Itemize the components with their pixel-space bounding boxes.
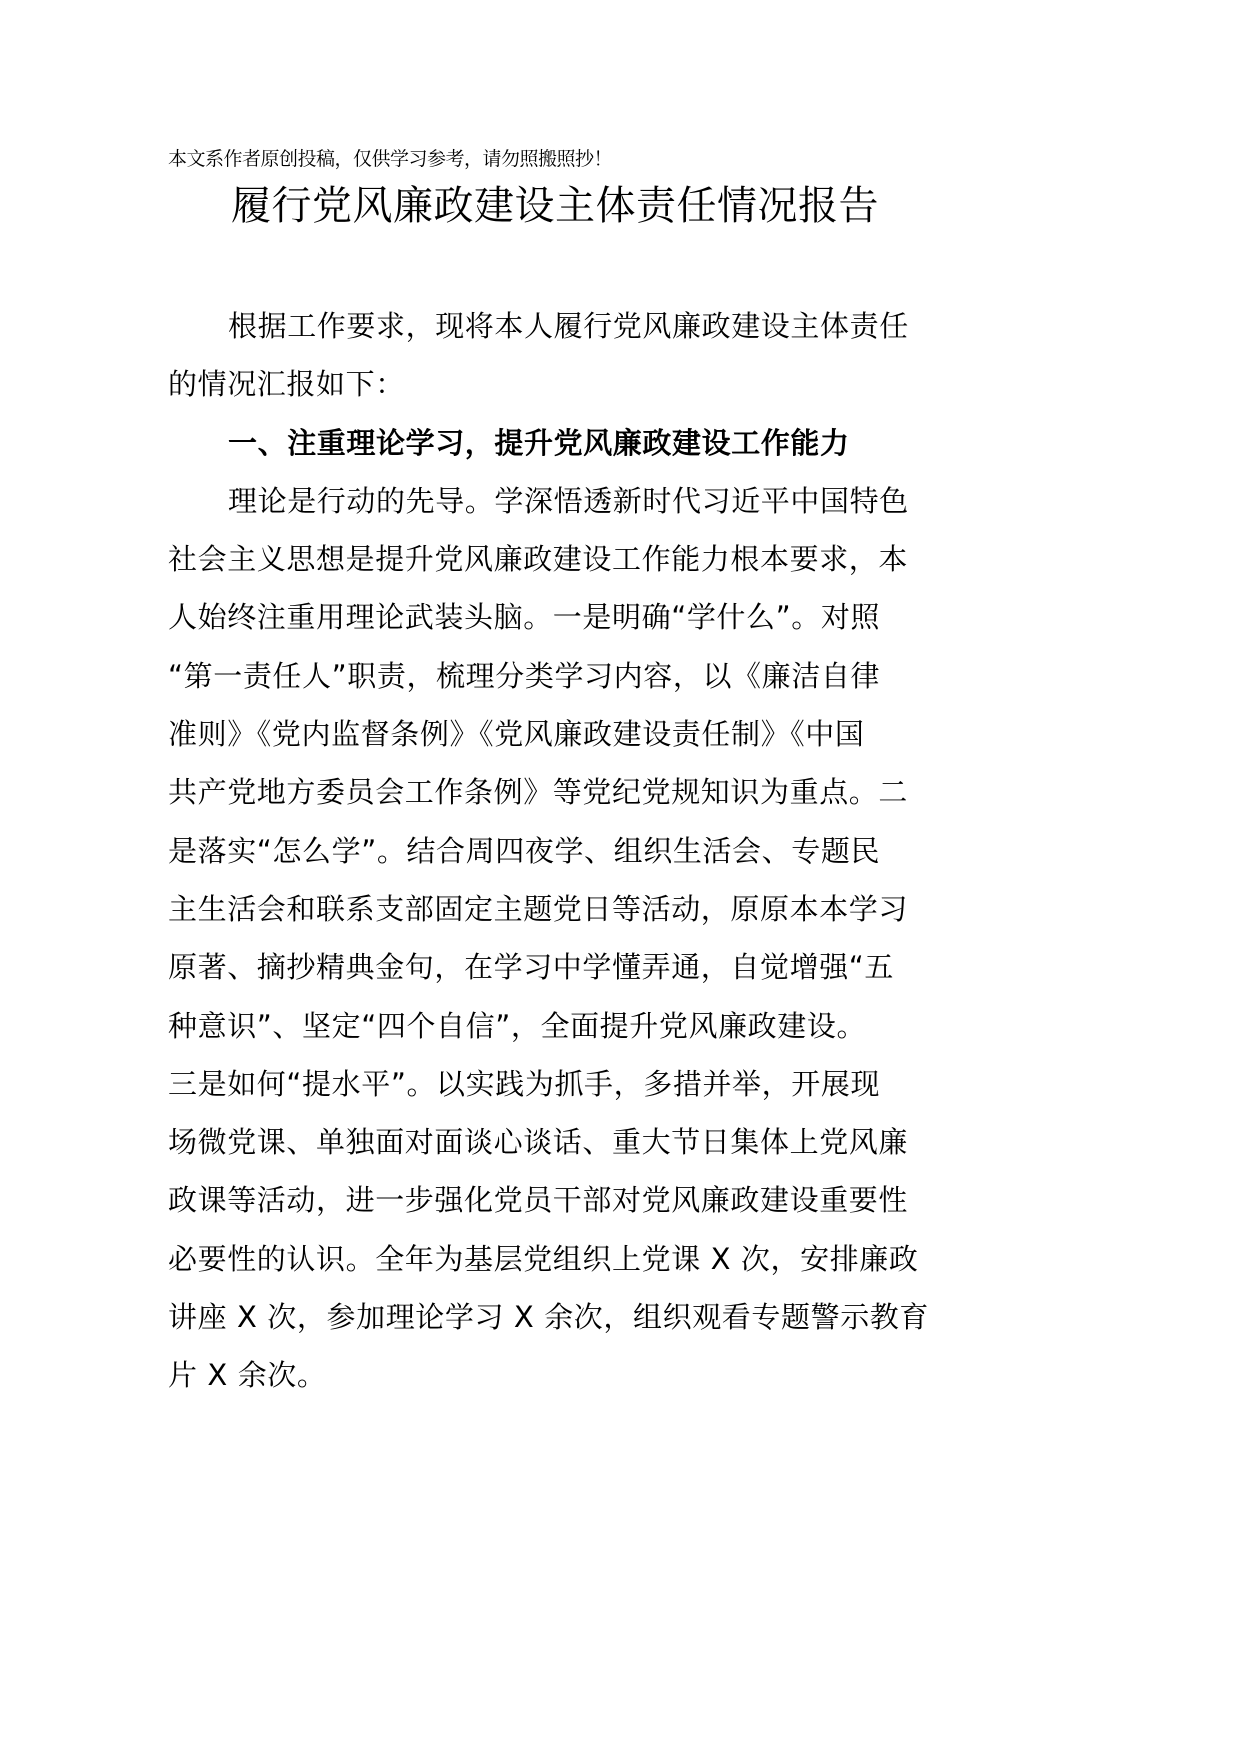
paragraph-line: 社会主义思想是提升党风廉政建设工作能力根本要求，本 bbox=[168, 542, 909, 577]
paragraph-line: 主生活会和联系支部固定主题党日等活动，原原本本学习 bbox=[168, 891, 909, 926]
section-heading-1: 一、注重理论学习，提升党风廉政建设工作能力 bbox=[228, 425, 850, 460]
paragraph-line: 片 X 余次。 bbox=[168, 1358, 327, 1393]
paragraph-line: 原著、摘抄精典金句，在学习中学懂弄通，自觉增强“五 bbox=[168, 950, 895, 985]
paragraph-line: 场微党课、单独面对面谈心谈话、重大节日集体上党风廉 bbox=[168, 1125, 909, 1160]
paragraph-line: 准则》《党内监督条例》《党风廉政建设责任制》《中国 bbox=[168, 717, 865, 752]
document-title: 履行党风廉政建设主体责任情况报告 bbox=[231, 183, 879, 229]
intro-line-2: 的情况汇报如下： bbox=[168, 367, 405, 402]
intro-line-1: 根据工作要求，现将本人履行党风廉政建设主体责任 bbox=[228, 309, 909, 343]
paragraph-line: 理论是行动的先导。学深悟透新时代习近平中国特色 bbox=[228, 483, 909, 518]
paragraph-line: 共产党地方委员会工作条例》等党纪党规知识为重点。二 bbox=[168, 775, 909, 810]
paragraph-line: 三是如何“提水平”。以实践为抓手，多措并举，开展现 bbox=[168, 1066, 881, 1101]
paragraph-line: 政课等活动，进一步强化党员干部对党风廉政建设重要性 bbox=[168, 1183, 909, 1218]
document-body bbox=[168, 297, 943, 1405]
paragraph-line: 人始终注重用理论武装头脑。一是明确“学什么”。对照 bbox=[168, 600, 881, 635]
copyright-notice: 本文系作者原创投稿，仅供学习参考，请勿照搬照抄！ bbox=[168, 148, 613, 170]
paragraph-line: 是落实“怎么学”。结合周四夜学、组织生活会、专题民 bbox=[168, 833, 881, 868]
paragraph-line: 讲座 X 次，参加理论学习 X 余次，组织观看专题警示教育 bbox=[168, 1300, 930, 1335]
paragraph-line: 必要性的认识。全年为基层党组织上党课 X 次，安排廉政 bbox=[168, 1241, 919, 1276]
paragraph-line: 种意识”、坚定“四个自信”，全面提升党风廉政建设。 bbox=[168, 1008, 867, 1043]
paragraph-line: “第一责任人”职责，梳理分类学习内容，以《廉洁自律 bbox=[168, 658, 881, 693]
